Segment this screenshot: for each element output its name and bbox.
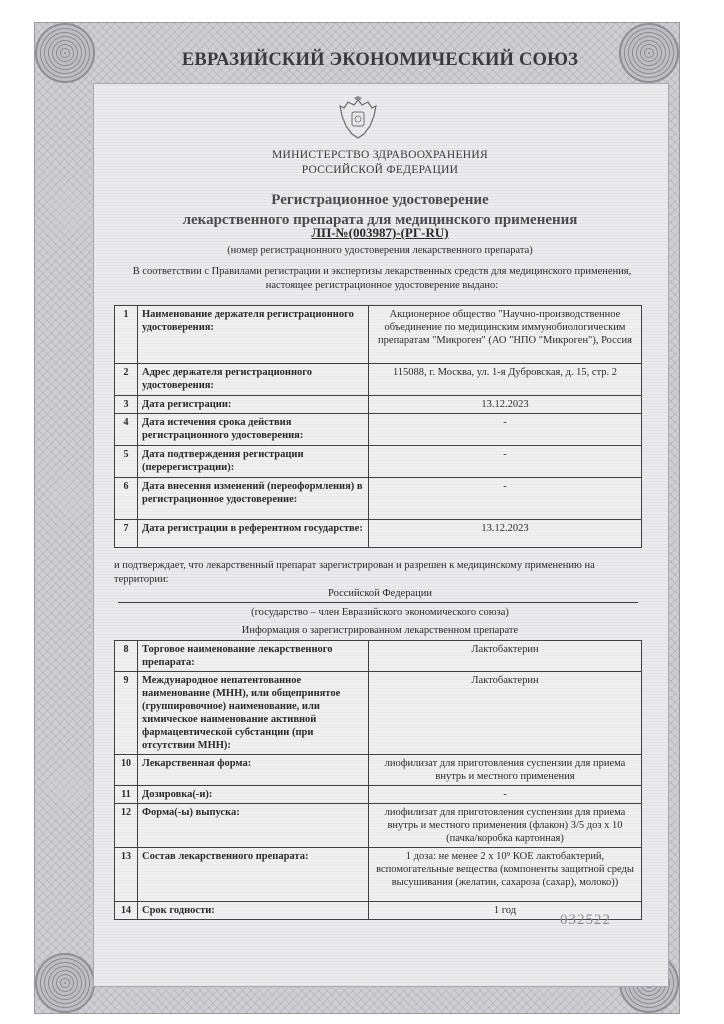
title-line-1: Регистрационное удостоверение [271,192,489,208]
table-row [115,414,642,446]
coat-of-arms-icon [336,96,380,142]
row-number: 8 [115,641,138,672]
row-number: 2 [115,364,138,396]
ministry-line-2: РОССИЙСКОЙ ФЕДЕРАЦИИ [301,164,459,176]
row-value: Лактобактерин [369,672,642,755]
row-value: 13.12.2023 [369,396,642,414]
row-number: 5 [115,446,138,478]
row-value: 1 доза: не менее 2 x 10⁹ КОЕ лактобактерий, вспомогательные вещества (компоненты защитной среды высушивания (желатин, сахароза (сахар), молоко)) [369,848,642,902]
row-value: Акционерное общество "Научно-производственное объединение по медицинским иммунобиологическим препаратам "Микроген" (АО "НПО "Микроген"), Россия [369,306,642,364]
union-title: ЕВРАЗИЙСКИЙ ЭКОНОМИЧЕСКИЙ СОЮЗ [181,50,579,70]
row-number: 4 [115,414,138,446]
corner-rosette-top-right [619,23,679,83]
holder-table [114,305,642,548]
row-value: - [369,414,642,446]
row-number: 14 [115,902,138,920]
row-value: - [369,478,642,520]
row-value: лиофилизат для приготовления суспензии для приема внутрь и местного применения [369,755,642,786]
title-line-2: лекарственного препарата для медицинского применения [182,212,578,228]
row-label: Лекарственная форма: [138,755,369,786]
row-label: Наименование держателя регистрационного удостоверения: [138,306,369,364]
row-label: Дата регистрации: [138,396,369,414]
row-label: Дозировка(-и): [138,786,369,804]
row-number: 3 [115,396,138,414]
corner-rosette-bottom-left [35,953,95,1013]
row-number: 6 [115,478,138,520]
table-row [115,446,642,478]
territory: Российской Федерации [328,588,432,599]
territory-caption: (государство – член Евразийского экономического союза) [251,607,509,618]
table-row [115,306,642,364]
table-row [115,848,642,902]
row-label: Торговое наименование лекарственного препарата: [138,641,369,672]
row-number: 1 [115,306,138,364]
row-label: Дата внесения изменений (переоформления) в регистрационное удостоверение: [138,478,369,520]
ministry-line-1: МИНИСТЕРСТВО ЗДРАВООХРАНЕНИЯ [271,149,488,161]
table-row [115,478,642,520]
row-label: Состав лекарственного препарата: [138,848,369,902]
table-row [115,672,642,755]
row-value: 13.12.2023 [369,520,642,548]
row-label: Дата подтверждения регистрации (перерегистрации): [138,446,369,478]
registration-number [100,225,660,241]
table-row [115,364,642,396]
row-number: 11 [115,786,138,804]
registration-number-value: ЛП-№(003987)-(РГ-RU) [311,225,449,240]
intro-paragraph: В соответствии с Правилами регистрации и экспертизы лекарственных средств для медицинского применения, настоящее регистрационное удостоверение выдано: [132,266,632,291]
row-value: 1 год [369,902,642,920]
row-number: 9 [115,672,138,755]
row-number: 13 [115,848,138,902]
table-row [115,755,642,786]
row-value: - [369,786,642,804]
row-label: Адрес держателя регистрационного удостоверения: [138,364,369,396]
row-label: Срок годности: [138,902,369,920]
info-title: Информация о зарегистрированном лекарственном препарате [241,625,519,636]
table-row [115,641,642,672]
territory-underline [118,602,638,603]
row-number: 7 [115,520,138,548]
row-value: 115088, г. Москва, ул. 1-я Дубровская, д. 15, стр. 2 [369,364,642,396]
table-row [115,804,642,848]
row-label: Международное непатентованное наименование (МНН), или общепринятое (группировочное) наименование, или химическое наименование активной фармацевтической субстанции (при отсутствии МНН): [138,672,369,755]
table-row [115,396,642,414]
row-value: - [369,446,642,478]
row-label: Дата истечения срока действия регистрационного удостоверения: [138,414,369,446]
ministry-name [100,148,660,178]
registration-number-caption: (номер регистрационного удостоверения лекарственного препарата) [227,245,533,256]
drug-table [114,640,642,920]
row-label: Дата регистрации в референтном государстве: [138,520,369,548]
row-label: Форма(-ы) выпуска: [138,804,369,848]
confirmation-paragraph: и подтверждает, что лекарственный препарат зарегистрирован и разрешен к медицинскому применению на территории: [114,560,595,585]
row-value: Лактобактерин [369,641,642,672]
table-row [115,520,642,548]
row-number: 12 [115,804,138,848]
corner-rosette-top-left [35,23,95,83]
row-value: лиофилизат для приготовления суспензии для приема внутрь и местного применения (флакон) 3/5 доз x 10 (пачка/коробка картонная) [369,804,642,848]
certificate-title [100,190,660,230]
serial-number: 032522 [560,912,611,928]
row-number: 10 [115,755,138,786]
table-row [115,786,642,804]
